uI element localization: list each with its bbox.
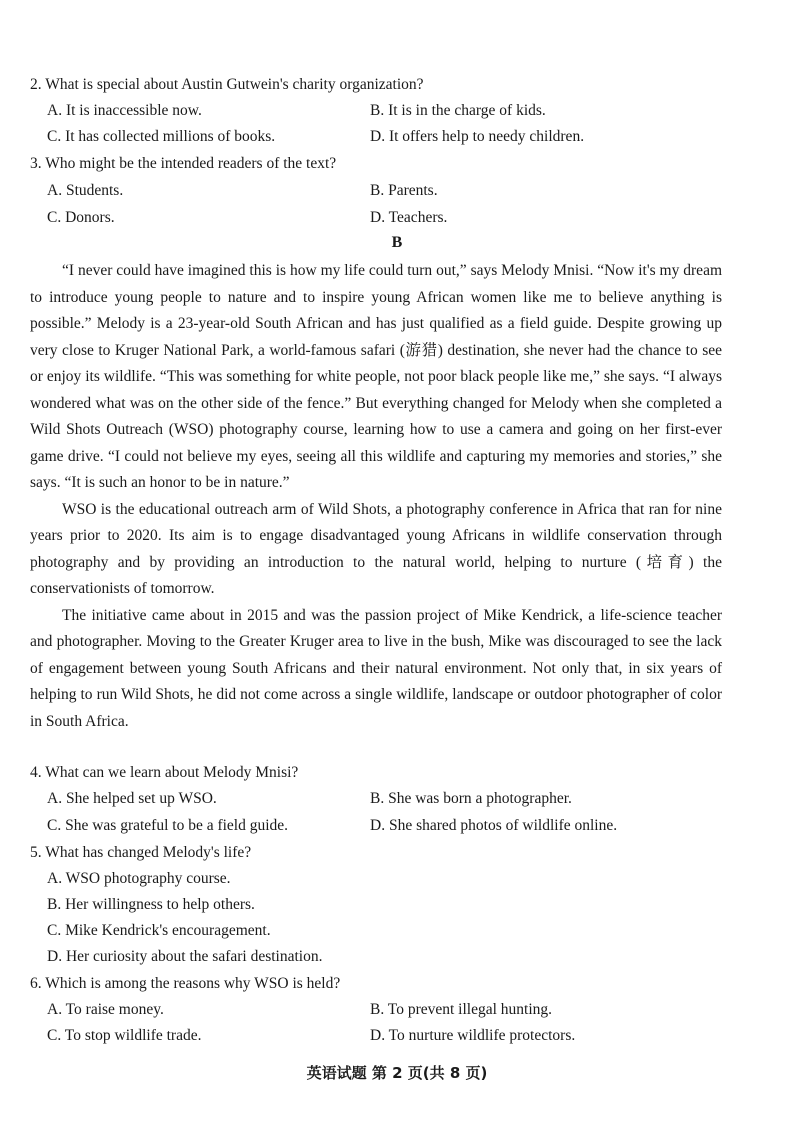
- question-6-stem: 6. Which is among the reasons why WSO is held?: [30, 975, 341, 992]
- question-5-option-c: C. Mike Kendrick's encouragement.: [47, 922, 271, 939]
- question-4-option-d: D. She shared photos of wildlife online.: [370, 817, 618, 834]
- question-2-stem: 2. What is special about Austin Gutwein's charity organization?: [30, 76, 424, 93]
- question-6-option-d: D. To nurture wildlife protectors.: [370, 1027, 576, 1044]
- question-6-option-a: A. To raise money.: [47, 1001, 164, 1018]
- question-6-option-b: B. To prevent illegal hunting.: [370, 1001, 553, 1018]
- question-2-option-b: B. It is in the charge of kids.: [370, 102, 546, 119]
- passage-paragraph-2: WSO is the educational outreach arm of Wild Shots, a photography conference in Africa that ran for nine years prior to 2020. Its aim is to engage disadvantaged young Africans in wildlife conservation through photography and by providing an introduction to the natural world, helping to nurture (培育) the conservationists of tomorrow.: [30, 500, 722, 597]
- question-2-option-d: D. It offers help to needy children.: [370, 128, 585, 145]
- passage-paragraph-3: The initiative came about in 2015 and was the passion project of Mike Kendrick, a life-science teacher and photographer. Moving to the Greater Kruger area to live in the bush, Mike was discouraged to see the lack of engagement between young South Africans and their natural environment. Not only that, in six years of helping to run Wild Shots, he did not come across a single wildlife, landscape or outdoor photographer of color in South Africa.: [30, 606, 722, 730]
- page-footer: 英语试题 第 2 页(共 8 页): [306, 1064, 488, 1082]
- question-4-option-b: B. She was born a photographer.: [370, 790, 572, 807]
- question-3-option-b: B. Parents.: [370, 182, 438, 199]
- passage: [30, 258, 722, 735]
- question-5-option-a: A. WSO photography course.: [47, 870, 231, 887]
- question-3-option-c: C. Donors.: [47, 209, 115, 226]
- question-5-option-d: D. Her curiosity about the safari destination.: [47, 948, 323, 965]
- question-4-option-c: C. She was grateful to be a field guide.: [47, 817, 289, 834]
- question-3-option-a: A. Students.: [47, 182, 124, 199]
- passage-paragraph-1: “I never could have imagined this is how my life could turn out,” says Melody Mnisi. “Now it's my dream to introduce young people to nature and to inspire young African women like me to believe anything is possible.” Melody is a 23-year-old South African and has just qualified as a field guide. Despite growing up very close to Kruger National Park, a world-famous safari (游猎) destination, she never had the chance to see or enjoy its wildlife. “This was something for white people, not poor black people like me,” she says. “I always wondered what was on the other side of the fence.” But everything changed for Melody when she completed a Wild Shots Outreach (WSO) photography course, learning how to use a camera and going on her first-ever game drive. “I could not believe my eyes, seeing all this wildlife and capturing my memories and stories,” she says. “It is such an honor to be in nature.”: [30, 262, 722, 491]
- question-2-option-a: A. It is inaccessible now.: [47, 102, 202, 119]
- question-3-stem: 3. Who might be the intended readers of the text?: [30, 155, 337, 172]
- question-5-stem: 5. What has changed Melody's life?: [30, 844, 252, 861]
- question-2-option-c: C. It has collected millions of books.: [47, 128, 276, 145]
- question-6-option-c: C. To stop wildlife trade.: [47, 1027, 202, 1044]
- question-4-option-a: A. She helped set up WSO.: [47, 790, 217, 807]
- question-4-stem: 4. What can we learn about Melody Mnisi?: [30, 764, 299, 781]
- question-3-option-d: D. Teachers.: [370, 209, 448, 226]
- question-5-option-b: B. Her willingness to help others.: [47, 896, 255, 913]
- section-heading: B: [391, 234, 403, 251]
